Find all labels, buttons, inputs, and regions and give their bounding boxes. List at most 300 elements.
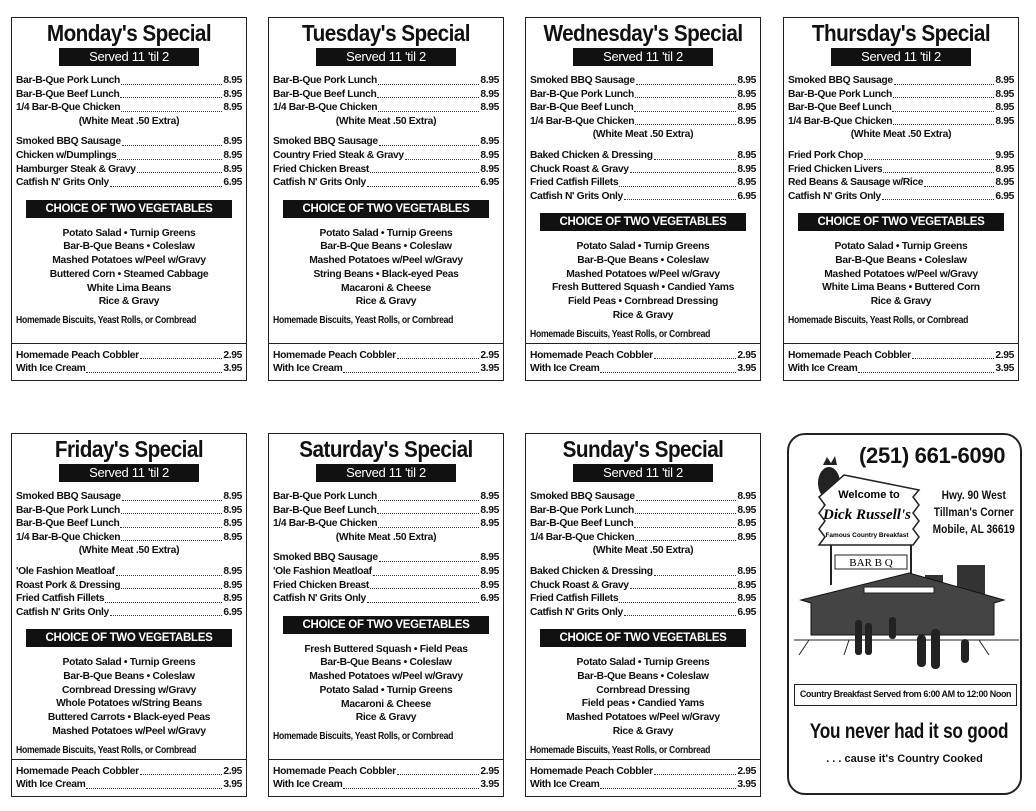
served-hours-banner: Served 11 'til 2 — [831, 48, 971, 66]
menu-group — [530, 565, 756, 619]
menu-item — [530, 115, 756, 129]
vegetable-line: Potato Salad • Turnip Greens — [319, 227, 453, 239]
item-name: Fried Catfish Fillets — [530, 593, 619, 605]
dot-leader — [121, 513, 222, 514]
item-price: 3.95 — [223, 779, 242, 791]
item-name: Homemade Peach Cobbler — [16, 765, 139, 777]
vegetables-banner: CHOICE OF TWO VEGETABLES — [26, 629, 232, 647]
day-title: Friday's Special — [54, 436, 204, 462]
item-price: 8.95 — [223, 75, 242, 86]
item-name: 1/4 Bar-B-Que Chicken — [273, 102, 378, 114]
menu-item — [273, 362, 499, 376]
item-name: Fried Catfish Fillets — [530, 177, 619, 189]
item-name: Bar-B-Que Pork Lunch — [16, 504, 120, 516]
item-name: Bar-B-Que Pork Lunch — [530, 504, 634, 516]
dot-leader — [635, 97, 736, 98]
item-price: 6.95 — [480, 177, 499, 189]
menu-item — [530, 531, 756, 545]
day-panel-wednesday — [525, 17, 761, 381]
item-name: Roast Pork & Dressing — [16, 579, 121, 591]
item-price: 8.95 — [737, 565, 756, 577]
item-note: (White Meat .50 Extra) — [78, 115, 180, 127]
menu-item — [16, 88, 242, 102]
vegetable-line: Cornbread Dressing — [596, 684, 690, 696]
item-name: With Ice Cream — [530, 363, 600, 375]
item-price: 8.95 — [480, 88, 499, 100]
dot-leader — [367, 186, 479, 187]
item-price: 8.95 — [995, 75, 1014, 86]
vegetable-line: Buttered Corn • Steamed Cabbage — [49, 268, 209, 280]
vegetable-line: Mashed Potatoes w/Peel w/Gravy — [309, 671, 463, 683]
item-price: 8.95 — [480, 579, 499, 591]
item-note: (White Meat .50 Extra) — [592, 129, 694, 141]
day-panel-saturday — [268, 433, 504, 797]
item-name: 1/4 Bar-B-Que Chicken — [16, 102, 121, 114]
item-price: 8.95 — [737, 163, 756, 175]
item-name: Homemade Peach Cobbler — [273, 765, 396, 777]
bread-options: Homemade Biscuits, Yeast Rolls, or Cornbread — [16, 314, 197, 326]
item-name: Baked Chicken & Dressing — [530, 149, 653, 161]
item-name: Smoked BBQ Sausage — [530, 75, 635, 86]
served-hours-banner: Served 11 'til 2 — [59, 464, 199, 482]
sub-slogan: . . . cause it's Country Cooked — [826, 753, 983, 765]
day-panel-thursday — [783, 17, 1019, 381]
menu-item — [273, 778, 499, 792]
item-note: (White Meat .50 Extra) — [335, 531, 437, 543]
menu-item — [273, 149, 499, 163]
item-name: Red Beans & Sausage w/Rice — [788, 177, 924, 189]
item-name: Catfish N' Grits Only — [530, 606, 623, 618]
dot-leader — [105, 602, 222, 603]
dot-leader — [634, 111, 736, 112]
item-price: 3.95 — [223, 363, 242, 375]
bread-options: Homemade Biscuits, Yeast Rolls, or Cornbread — [273, 314, 454, 326]
item-price: 3.95 — [480, 779, 499, 791]
dot-leader — [619, 186, 736, 187]
item-price: 8.95 — [737, 531, 756, 543]
menu-group — [788, 149, 1014, 203]
dessert-section — [526, 343, 760, 380]
dessert-section — [12, 343, 246, 380]
dessert-section — [784, 343, 1018, 380]
item-name: Bar-B-Que Beef Lunch — [530, 102, 634, 114]
item-name: Chuck Roast & Gravy — [530, 579, 629, 591]
item-price: 8.95 — [737, 115, 756, 127]
menu-item — [16, 74, 242, 88]
menu-item — [530, 190, 756, 204]
dot-leader — [634, 527, 736, 528]
item-price: 6.95 — [480, 593, 499, 605]
item-name: Fried Chicken Breast — [273, 579, 370, 591]
item-price: 8.95 — [223, 149, 242, 161]
dot-leader — [882, 199, 994, 200]
dot-leader — [378, 500, 479, 501]
vegetable-line: Rice & Gravy — [98, 296, 160, 308]
menu-item — [16, 101, 242, 115]
dot-leader — [635, 540, 736, 541]
item-price: 8.95 — [737, 149, 756, 161]
day-title: Thursday's Special — [811, 20, 991, 46]
menu-group — [273, 135, 499, 189]
item-price: 8.95 — [480, 75, 499, 86]
menu-group — [16, 135, 242, 189]
item-name: With Ice Cream — [788, 363, 858, 375]
vegetable-line: Macaroni & Cheese — [341, 282, 431, 294]
day-title: Monday's Special — [46, 20, 212, 46]
dot-leader — [624, 615, 736, 616]
vegetable-line: Bar-B-Que Beans • Coleslaw — [577, 671, 709, 683]
item-price: 8.95 — [480, 504, 499, 516]
menu-item — [273, 579, 499, 593]
vegetables-banner: CHOICE OF TWO VEGETABLES — [798, 213, 1004, 231]
dot-leader — [378, 84, 479, 85]
item-price: 8.95 — [223, 518, 242, 530]
dot-leader — [121, 588, 222, 589]
item-name: Bar-B-Que Beef Lunch — [16, 518, 120, 530]
item-note: (White Meat .50 Extra) — [78, 545, 180, 557]
dot-leader — [630, 588, 737, 589]
item-price: 8.95 — [737, 518, 756, 530]
dot-leader — [654, 159, 737, 160]
item-name: Smoked BBQ Sausage — [273, 136, 378, 148]
bread-options: Homemade Biscuits, Yeast Rolls, or Cornbread — [16, 744, 197, 756]
item-price: 8.95 — [480, 136, 499, 148]
item-price: 8.95 — [995, 88, 1014, 100]
menu-item — [16, 349, 242, 363]
menu-item — [788, 163, 1014, 177]
menu-item — [273, 135, 499, 149]
vegetable-line: Rice & Gravy — [355, 712, 417, 724]
vegetable-line: White Lima Beans — [87, 282, 171, 294]
item-price: 6.95 — [737, 190, 756, 202]
item-name: Smoked BBQ Sausage — [16, 491, 121, 502]
dot-leader — [137, 172, 223, 173]
menu-item — [530, 349, 756, 363]
item-price: 6.95 — [995, 190, 1014, 202]
dessert-section — [269, 343, 503, 380]
menu-group — [16, 74, 242, 128]
dot-leader — [636, 500, 737, 501]
dot-leader — [377, 97, 479, 98]
dot-leader — [858, 372, 994, 373]
vegetable-line: Potato Salad • Turnip Greens — [62, 227, 196, 239]
menu-group — [16, 565, 242, 619]
dot-leader — [624, 199, 736, 200]
dot-leader — [600, 372, 736, 373]
vegetable-line: Mashed Potatoes w/Peel w/Gravy — [566, 712, 720, 724]
item-price: 8.95 — [223, 491, 242, 502]
menu-item — [16, 362, 242, 376]
item-price: 8.95 — [223, 88, 242, 100]
item-name: Catfish N' Grits Only — [530, 190, 623, 202]
menu-item — [16, 149, 242, 163]
dot-leader — [370, 172, 479, 173]
menu-item — [788, 88, 1014, 102]
address — [927, 487, 1021, 538]
item-price: 8.95 — [223, 163, 242, 175]
item-name: With Ice Cream — [16, 363, 86, 375]
vegetable-line: Buttered Carrots • Black-eyed Peas — [47, 712, 211, 724]
item-name: Smoked BBQ Sausage — [788, 75, 893, 86]
served-hours-banner: Served 11 'til 2 — [316, 464, 456, 482]
vegetable-line: Bar-B-Que Beans • Coleslaw — [320, 657, 452, 669]
dot-leader — [654, 358, 737, 359]
item-price: 8.95 — [223, 565, 242, 577]
menu-item — [16, 606, 242, 620]
dot-leader — [122, 145, 223, 146]
item-name: With Ice Cream — [273, 363, 343, 375]
menu-group — [530, 74, 756, 142]
menu-item — [16, 778, 242, 792]
item-price: 8.95 — [480, 565, 499, 577]
dot-leader — [397, 358, 480, 359]
menu-item — [788, 362, 1014, 376]
dot-leader — [654, 774, 737, 775]
dot-leader — [116, 575, 223, 576]
menu-item — [16, 504, 242, 518]
item-name: Homemade Peach Cobbler — [788, 349, 911, 361]
dot-leader — [405, 159, 480, 160]
dot-leader — [635, 513, 736, 514]
day-title: Tuesday's Special — [302, 20, 470, 46]
vegetable-line: String Beans • Black-eyed Peas — [313, 268, 459, 280]
item-price: 8.95 — [737, 504, 756, 516]
vegetable-line: White Lima Beans • Buttered Corn — [822, 282, 980, 294]
item-name: Bar-B-Que Beef Lunch — [273, 88, 377, 100]
address-line: Hwy. 90 West — [941, 488, 1006, 502]
vegetable-line: Rice & Gravy — [612, 309, 674, 321]
item-price: 2.95 — [995, 349, 1014, 361]
item-name: Catfish N' Grits Only — [273, 177, 366, 189]
item-note: (White Meat .50 Extra) — [850, 129, 952, 141]
item-name: Bar-B-Que Pork Lunch — [530, 88, 634, 100]
item-price: 8.95 — [480, 149, 499, 161]
vegetable-line: Mashed Potatoes w/Peel w/Gravy — [824, 268, 978, 280]
item-name: Bar-B-Que Beef Lunch — [530, 518, 634, 530]
menu-item — [16, 163, 242, 177]
item-price: 3.95 — [995, 363, 1014, 375]
day-title: Saturday's Special — [299, 436, 473, 462]
item-name: Country Fried Steak & Gravy — [273, 149, 404, 161]
menu-group — [530, 149, 756, 203]
item-name: 1/4 Bar-B-Que Chicken — [16, 531, 121, 543]
item-name: Bar-B-Que Beef Lunch — [16, 88, 120, 100]
item-name: 1/4 Bar-B-Que Chicken — [530, 115, 635, 127]
dot-leader — [924, 186, 994, 187]
vegetables-banner: CHOICE OF TWO VEGETABLES — [283, 200, 489, 218]
day-panel-tuesday — [268, 17, 504, 381]
vegetable-line: Potato Salad • Turnip Greens — [62, 657, 196, 669]
dessert-section — [526, 759, 760, 796]
item-price: 8.95 — [480, 102, 499, 114]
dot-leader — [121, 84, 222, 85]
slogan: You never had it so good — [809, 720, 1009, 743]
bread-options: Homemade Biscuits, Yeast Rolls, or Cornbread — [530, 328, 711, 340]
item-price: 2.95 — [737, 765, 756, 777]
vegetable-line: Bar-B-Que Beans • Coleslaw — [577, 255, 709, 267]
dot-leader — [86, 788, 222, 789]
dot-leader — [378, 527, 479, 528]
item-name: 1/4 Bar-B-Que Chicken — [788, 115, 893, 127]
dot-leader — [636, 84, 737, 85]
item-name: Fried Chicken Livers — [788, 163, 883, 175]
item-name: Baked Chicken & Dressing — [530, 565, 653, 577]
menu-item — [273, 88, 499, 102]
item-name: Catfish N' Grits Only — [273, 593, 366, 605]
item-price: 2.95 — [480, 349, 499, 361]
item-name: Catfish N' Grits Only — [788, 190, 881, 202]
menu-item — [530, 778, 756, 792]
phone-number: (251) 661-6090 — [859, 443, 1006, 468]
dot-leader — [379, 145, 480, 146]
sign-tagline-text: Famous Country Breakfast — [825, 532, 909, 539]
item-price: 8.95 — [480, 163, 499, 175]
dot-leader — [894, 84, 995, 85]
menu-item — [530, 606, 756, 620]
menu-item — [16, 517, 242, 531]
dot-leader — [367, 602, 479, 603]
menu-item — [530, 176, 756, 190]
menu-item — [16, 531, 242, 545]
dot-leader — [373, 575, 480, 576]
item-name: 1/4 Bar-B-Que Chicken — [530, 531, 635, 543]
item-price: 8.95 — [995, 102, 1014, 114]
item-name: Smoked BBQ Sausage — [530, 491, 635, 502]
restaurant-sign-illustration — [789, 435, 1024, 675]
menu-item — [273, 592, 499, 606]
item-name: Homemade Peach Cobbler — [530, 765, 653, 777]
menu-item — [530, 149, 756, 163]
dessert-section — [12, 759, 246, 796]
menu-item — [273, 101, 499, 115]
menu-item — [16, 565, 242, 579]
vegetable-line: Rice & Gravy — [870, 296, 932, 308]
dot-leader — [86, 372, 222, 373]
vegetable-line: Mashed Potatoes w/Peel w/Gravy — [309, 255, 463, 267]
menu-item — [16, 592, 242, 606]
item-note: (White Meat .50 Extra) — [335, 115, 437, 127]
menu-item — [16, 176, 242, 190]
menu-item — [273, 565, 499, 579]
vegetable-line: Mashed Potatoes w/Peel w/Gravy — [566, 268, 720, 280]
menu-item — [530, 362, 756, 376]
item-price: 8.95 — [223, 531, 242, 543]
dot-leader — [912, 358, 995, 359]
item-price: 9.95 — [995, 149, 1014, 161]
item-price: 8.95 — [995, 163, 1014, 175]
menu-group — [273, 74, 499, 128]
dot-leader — [110, 615, 222, 616]
vegetable-line: Potato Salad • Turnip Greens — [576, 241, 710, 253]
item-price: 2.95 — [223, 765, 242, 777]
served-hours-banner: Served 11 'til 2 — [59, 48, 199, 66]
menu-item — [530, 88, 756, 102]
item-price: 8.95 — [737, 88, 756, 100]
menu-item — [273, 349, 499, 363]
dessert-section — [269, 759, 503, 796]
vegetable-line: Fresh Buttered Squash • Field Peas — [304, 643, 468, 655]
item-name: 'Ole Fashion Meatloaf — [273, 565, 372, 577]
dot-leader — [635, 124, 736, 125]
dot-leader — [654, 575, 737, 576]
vegetable-line: Bar-B-Que Beans • Coleslaw — [63, 241, 195, 253]
item-name: Catfish N' Grits Only — [16, 606, 109, 618]
item-price: 8.95 — [223, 579, 242, 591]
item-price: 8.95 — [737, 579, 756, 591]
vegetable-line: Rice & Gravy — [355, 296, 417, 308]
day-title: Wednesday's Special — [543, 20, 743, 46]
dot-leader — [140, 774, 223, 775]
item-name: Fried Chicken Breast — [273, 163, 370, 175]
item-name: Bar-B-Que Pork Lunch — [273, 75, 377, 86]
bread-options: Homemade Biscuits, Yeast Rolls, or Cornbread — [788, 314, 969, 326]
dot-leader — [343, 372, 479, 373]
item-price: 2.95 — [480, 765, 499, 777]
dot-leader — [377, 513, 479, 514]
vegetable-line: Rice & Gravy — [612, 725, 674, 737]
menu-item — [273, 163, 499, 177]
item-name: Bar-B-Que Pork Lunch — [788, 88, 892, 100]
menu-item — [16, 135, 242, 149]
vegetable-line: Macaroni & Cheese — [341, 698, 431, 710]
vegetables-banner: CHOICE OF TWO VEGETABLES — [540, 629, 746, 647]
item-price: 8.95 — [223, 593, 242, 605]
menu-item — [788, 349, 1014, 363]
vegetables-banner: CHOICE OF TWO VEGETABLES — [26, 200, 232, 218]
vegetable-line: Potato Salad • Turnip Greens — [576, 657, 710, 669]
item-name: Bar-B-Que Beef Lunch — [273, 504, 377, 516]
menu-item — [273, 551, 499, 565]
menu-item — [530, 101, 756, 115]
item-price: 2.95 — [223, 349, 242, 361]
sign-welcome-text: Welcome to — [838, 489, 900, 501]
dot-leader — [600, 788, 736, 789]
served-hours-banner: Served 11 'til 2 — [573, 48, 713, 66]
menu-group — [530, 490, 756, 558]
item-name: Fried Pork Chop — [788, 149, 863, 161]
day-title: Sunday's Special — [562, 436, 724, 462]
menu-item — [273, 176, 499, 190]
menu-item — [273, 765, 499, 779]
item-price: 8.95 — [223, 102, 242, 114]
dot-leader — [893, 124, 994, 125]
item-price: 8.95 — [223, 504, 242, 516]
menu-item — [788, 115, 1014, 129]
menu-item — [273, 504, 499, 518]
item-name: Homemade Peach Cobbler — [16, 349, 139, 361]
menu-item — [530, 74, 756, 88]
menu-item — [530, 565, 756, 579]
vegetable-line: Potato Salad • Turnip Greens — [319, 684, 453, 696]
item-price: 8.95 — [480, 518, 499, 530]
item-name: Homemade Peach Cobbler — [530, 349, 653, 361]
vegetable-line: Mashed Potatoes w/Peel w/Gravy — [52, 725, 206, 737]
item-price: 8.95 — [737, 177, 756, 189]
item-name: Bar-B-Que Pork Lunch — [273, 491, 377, 502]
bread-options: Homemade Biscuits, Yeast Rolls, or Cornbread — [273, 730, 454, 742]
vegetable-line: Cornbread Dressing w/Gravy — [61, 684, 197, 696]
item-price: 6.95 — [737, 606, 756, 618]
dot-leader — [120, 97, 222, 98]
dot-leader — [378, 111, 479, 112]
dot-leader — [120, 527, 222, 528]
address-line: Mobile, AL 36619 — [932, 522, 1015, 536]
vegetable-line: Fresh Buttered Squash • Candied Yams — [551, 282, 734, 294]
menu-item — [16, 490, 242, 504]
menu-item — [788, 190, 1014, 204]
dot-leader — [397, 774, 480, 775]
item-price: 3.95 — [737, 779, 756, 791]
